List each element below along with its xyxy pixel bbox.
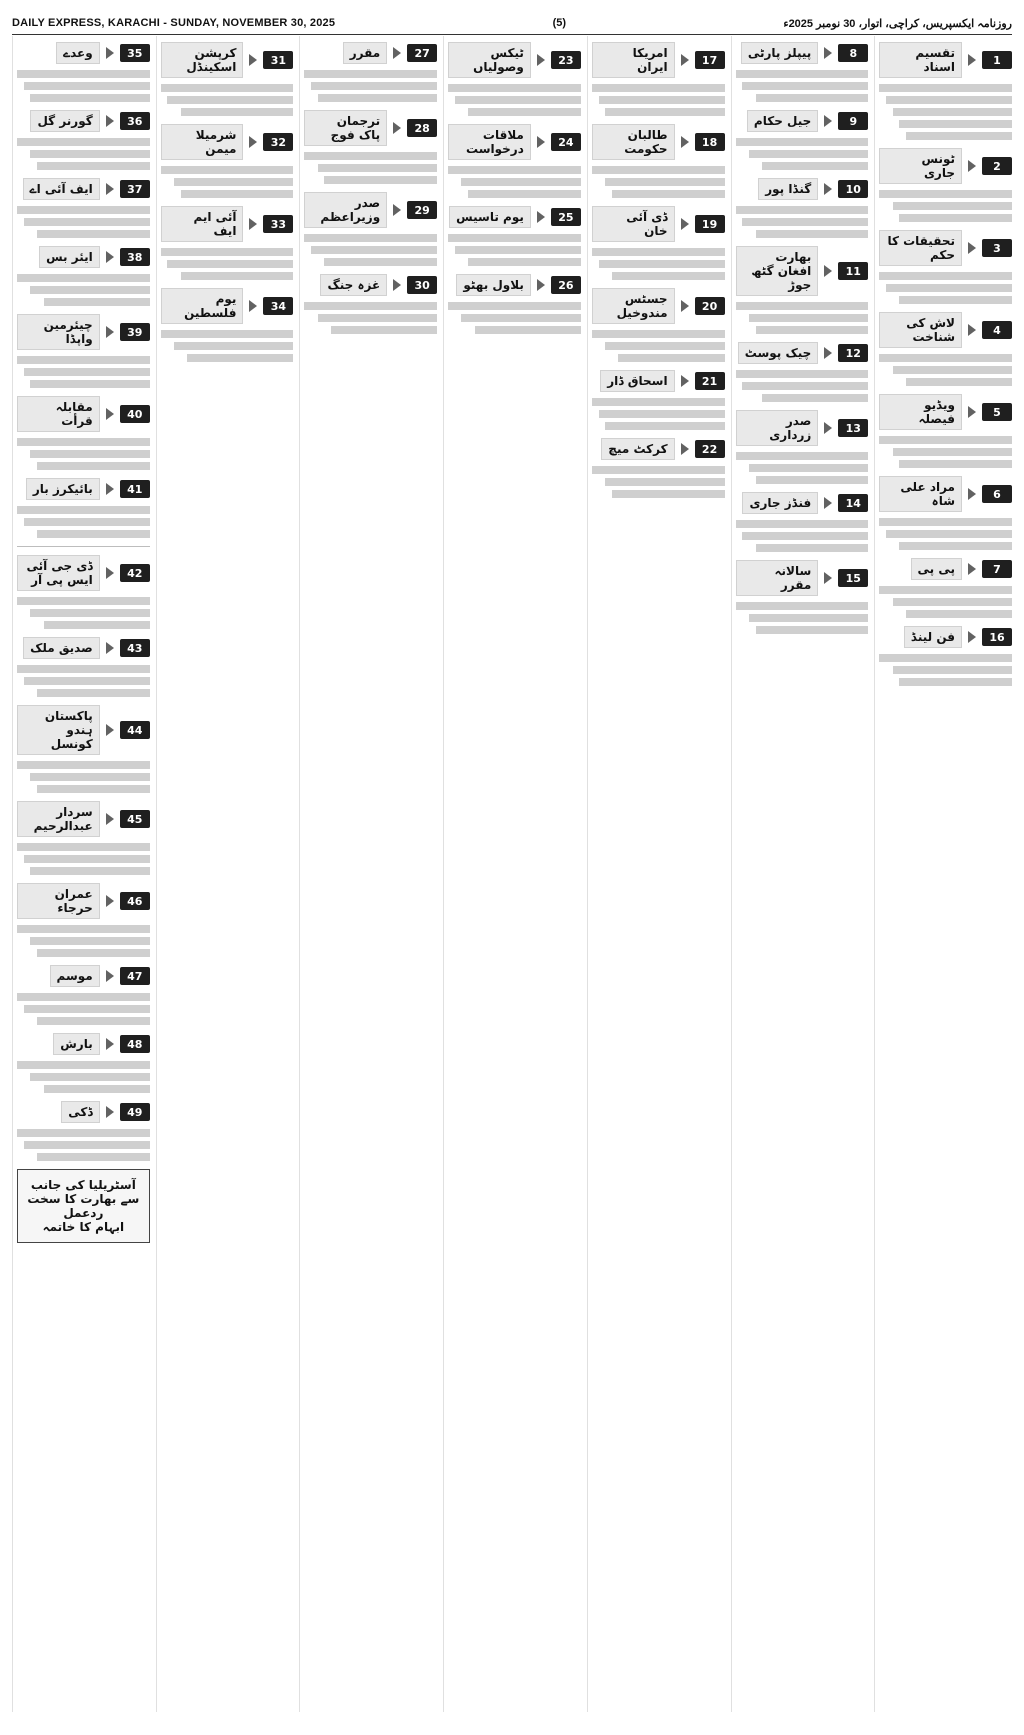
header-english: DAILY EXPRESS, KARACHI - SUNDAY, NOVEMBER 30, 2025 [12, 17, 336, 29]
chevron-icon [968, 242, 976, 254]
story-number: 19 [695, 215, 725, 233]
chevron-icon [106, 895, 114, 907]
story-47 [17, 965, 150, 1025]
story-22 [592, 438, 725, 498]
story-title: تحقیقات کا حکم [879, 230, 962, 266]
story-number: 48 [120, 1035, 150, 1053]
story-number: 25 [551, 208, 581, 226]
story-title: اسحاق ڈار [600, 370, 674, 392]
columns-grid [12, 36, 1012, 1712]
col-4 [443, 36, 581, 1712]
story-39 [17, 314, 150, 388]
chevron-icon [824, 572, 832, 584]
chevron-icon [393, 122, 401, 134]
story-title: سردار عبدالرحیم [17, 801, 100, 837]
story-23 [448, 42, 581, 116]
story-number: 8 [838, 44, 868, 62]
story-title: ڈی جی آئی ایس پی آر [17, 555, 100, 591]
story-title: تقسیم اسناد [879, 42, 962, 78]
chevron-icon [249, 136, 257, 148]
chevron-icon [106, 1106, 114, 1118]
story-14 [736, 492, 869, 552]
story-26 [448, 274, 581, 334]
story-5 [879, 394, 1012, 468]
story-42 [17, 555, 150, 629]
chevron-icon [393, 279, 401, 291]
chevron-icon [106, 408, 114, 420]
story-38 [17, 246, 150, 306]
story-number: 40 [120, 405, 150, 423]
story-41 [17, 478, 150, 538]
story-25 [448, 206, 581, 266]
story-number: 38 [120, 248, 150, 266]
chevron-icon [824, 347, 832, 359]
story-title: ٹیکس وصولیاں [448, 42, 531, 78]
story-number: 30 [407, 276, 437, 294]
story-title: شرمیلا میمن [161, 124, 244, 160]
col-5 [299, 36, 437, 1712]
story-49 [17, 1101, 150, 1161]
story-title: فنڈز جاری [742, 492, 818, 514]
chevron-icon [537, 54, 545, 66]
story-title: ویڈیو فیصلہ [879, 394, 962, 430]
boxed-notice [17, 1169, 150, 1243]
story-6 [879, 476, 1012, 550]
story-number: 12 [838, 344, 868, 362]
story-24 [448, 124, 581, 198]
story-number: 22 [695, 440, 725, 458]
story-number: 29 [407, 201, 437, 219]
chevron-icon [968, 631, 976, 643]
story-title: صدر وزیراعظم [304, 192, 387, 228]
story-number: 7 [982, 560, 1012, 578]
story-16 [879, 626, 1012, 686]
story-number: 43 [120, 639, 150, 657]
chevron-icon [106, 115, 114, 127]
col-2 [731, 36, 869, 1712]
story-number: 47 [120, 967, 150, 985]
story-number: 24 [551, 133, 581, 151]
story-3 [879, 230, 1012, 304]
story-8 [736, 42, 869, 102]
story-12 [736, 342, 869, 402]
chevron-icon [968, 54, 976, 66]
story-title: امریکا ایران [592, 42, 675, 78]
story-number: 18 [695, 133, 725, 151]
story-number: 45 [120, 810, 150, 828]
story-title: پیپلز پارٹی [741, 42, 818, 64]
story-title: پاکستان ہندو کونسل [17, 705, 100, 755]
chevron-icon [968, 406, 976, 418]
story-number: 23 [551, 51, 581, 69]
chevron-icon [106, 724, 114, 736]
story-title: ڈی آئی خان [592, 206, 675, 242]
chevron-icon [249, 300, 257, 312]
story-number: 9 [838, 112, 868, 130]
story-17 [592, 42, 725, 116]
story-4 [879, 312, 1012, 386]
story-44 [17, 705, 150, 793]
story-title: ٹونس جاری [879, 148, 962, 184]
story-1 [879, 42, 1012, 140]
story-7 [879, 558, 1012, 618]
story-11 [736, 246, 869, 334]
story-title: مراد علی شاہ [879, 476, 962, 512]
story-title: ڈکی [61, 1101, 99, 1123]
story-title: وعدے [56, 42, 100, 64]
chevron-icon [968, 324, 976, 336]
story-number: 2 [982, 157, 1012, 175]
story-number: 10 [838, 180, 868, 198]
col-3 [587, 36, 725, 1712]
chevron-icon [537, 136, 545, 148]
story-number: 21 [695, 372, 725, 390]
story-18 [592, 124, 725, 198]
notice-line-1: آسٹریلیا کی جانب سے بھارت کا سخت ردعمل [27, 1178, 140, 1220]
story-number: 31 [263, 51, 293, 69]
story-title: لاش کی شناخت [879, 312, 962, 348]
chevron-icon [106, 483, 114, 495]
chevron-icon [824, 183, 832, 195]
col-1 [874, 36, 1012, 1712]
story-35 [17, 42, 150, 102]
chevron-icon [249, 218, 257, 230]
story-title: بھارت افغان گٹھ جوڑ [736, 246, 819, 296]
chevron-icon [824, 47, 832, 59]
story-number: 14 [838, 494, 868, 512]
story-title: صدیق ملک [23, 637, 100, 659]
story-19 [592, 206, 725, 280]
story-title: جسٹس مندوخیل [592, 288, 675, 324]
story-2 [879, 148, 1012, 222]
story-36 [17, 110, 150, 170]
story-title: ملاقات درخواست [448, 124, 531, 160]
story-37 [17, 178, 150, 238]
masthead [12, 12, 1012, 35]
chevron-icon [681, 443, 689, 455]
story-number: 15 [838, 569, 868, 587]
chevron-icon [537, 211, 545, 223]
story-title: گنڈا پور [758, 178, 818, 200]
story-title: بائیکرز بار [26, 478, 100, 500]
story-27 [304, 42, 437, 102]
story-number: 32 [263, 133, 293, 151]
story-title: آئی ایم ایف [161, 206, 244, 242]
story-title: کرکٹ میچ [601, 438, 674, 460]
chevron-icon [106, 1038, 114, 1050]
story-title: سالانہ مقرر [736, 560, 819, 596]
story-title: چیئرمین واپڈا [17, 314, 100, 350]
story-46 [17, 883, 150, 957]
chevron-icon [249, 54, 257, 66]
story-48 [17, 1033, 150, 1093]
col-6 [156, 36, 294, 1712]
story-number: 11 [838, 262, 868, 280]
story-title: کرپشن اسکینڈل [161, 42, 244, 78]
story-15 [736, 560, 869, 634]
story-number: 4 [982, 321, 1012, 339]
story-title: جیل حکام [747, 110, 818, 132]
story-number: 34 [263, 297, 293, 315]
story-title: ایف آئی اے [23, 178, 100, 200]
notice-line-2: ابہام کا خاتمہ [42, 1220, 125, 1234]
story-number: 33 [263, 215, 293, 233]
story-number: 41 [120, 480, 150, 498]
story-number: 5 [982, 403, 1012, 421]
story-30 [304, 274, 437, 334]
chevron-icon [968, 488, 976, 500]
story-9 [736, 110, 869, 170]
story-number: 6 [982, 485, 1012, 503]
chevron-icon [106, 47, 114, 59]
story-title: طالبان حکومت [592, 124, 675, 160]
story-title: یوم فلسطین [161, 288, 244, 324]
story-31 [161, 42, 294, 116]
story-title: یوم تاسیس [449, 206, 531, 228]
chevron-icon [106, 970, 114, 982]
story-title: صدر زرداری [736, 410, 819, 446]
chevron-icon [824, 115, 832, 127]
story-number: 16 [982, 628, 1012, 646]
story-title: بلاول بھٹو [456, 274, 531, 296]
story-title: ترجمان پاک فوج [304, 110, 387, 146]
col-7 [12, 36, 150, 1712]
story-10 [736, 178, 869, 238]
story-number: 20 [695, 297, 725, 315]
story-title: چیک پوسٹ [738, 342, 819, 364]
chevron-icon [681, 218, 689, 230]
chevron-icon [106, 183, 114, 195]
story-number: 27 [407, 44, 437, 62]
story-text [879, 84, 1012, 140]
chevron-icon [681, 300, 689, 312]
story-33 [161, 206, 294, 280]
story-title: فن لینڈ [904, 626, 962, 648]
story-number: 37 [120, 180, 150, 198]
story-21 [592, 370, 725, 430]
story-title: مقرر [343, 42, 387, 64]
story-title: موسم [50, 965, 100, 987]
chevron-icon [968, 160, 976, 172]
story-number: 26 [551, 276, 581, 294]
story-34 [161, 288, 294, 362]
chevron-icon [824, 265, 832, 277]
story-number: 44 [120, 721, 150, 739]
story-29 [304, 192, 437, 266]
story-number: 17 [695, 51, 725, 69]
story-number: 46 [120, 892, 150, 910]
story-title: عمران حرجاء [17, 883, 100, 919]
chevron-icon [681, 54, 689, 66]
chevron-icon [968, 563, 976, 575]
story-40 [17, 396, 150, 470]
story-45 [17, 801, 150, 875]
chevron-icon [824, 422, 832, 434]
chevron-icon [106, 813, 114, 825]
chevron-icon [106, 642, 114, 654]
story-number: 1 [982, 51, 1012, 69]
chevron-icon [681, 136, 689, 148]
chevron-icon [393, 204, 401, 216]
story-title: غزہ جنگ [320, 274, 387, 296]
story-number: 36 [120, 112, 150, 130]
page-number: (5) [552, 17, 567, 29]
story-number: 49 [120, 1103, 150, 1121]
story-number: 39 [120, 323, 150, 341]
chevron-icon [681, 375, 689, 387]
story-title: بارش [53, 1033, 99, 1055]
story-number: 13 [838, 419, 868, 437]
header-urdu: روزنامہ ایکسپریس، کراچی، اتوار، 30 نومبر 2025ء [783, 17, 1012, 30]
chevron-icon [106, 251, 114, 263]
story-title: ایئر بس [39, 246, 100, 268]
chevron-icon [106, 326, 114, 338]
story-20 [592, 288, 725, 362]
chevron-icon [106, 567, 114, 579]
story-43 [17, 637, 150, 697]
story-13 [736, 410, 869, 484]
divider [17, 546, 150, 547]
chevron-icon [537, 279, 545, 291]
story-title: گورنر گل [30, 110, 99, 132]
story-title: پی پی [911, 558, 962, 580]
story-number: 3 [982, 239, 1012, 257]
story-number: 35 [120, 44, 150, 62]
story-title: مقابلہ قرأت [17, 396, 100, 432]
story-number: 28 [407, 119, 437, 137]
chevron-icon [824, 497, 832, 509]
story-number: 42 [120, 564, 150, 582]
story-28 [304, 110, 437, 184]
chevron-icon [393, 47, 401, 59]
newspaper-page [12, 12, 1012, 1712]
story-32 [161, 124, 294, 198]
